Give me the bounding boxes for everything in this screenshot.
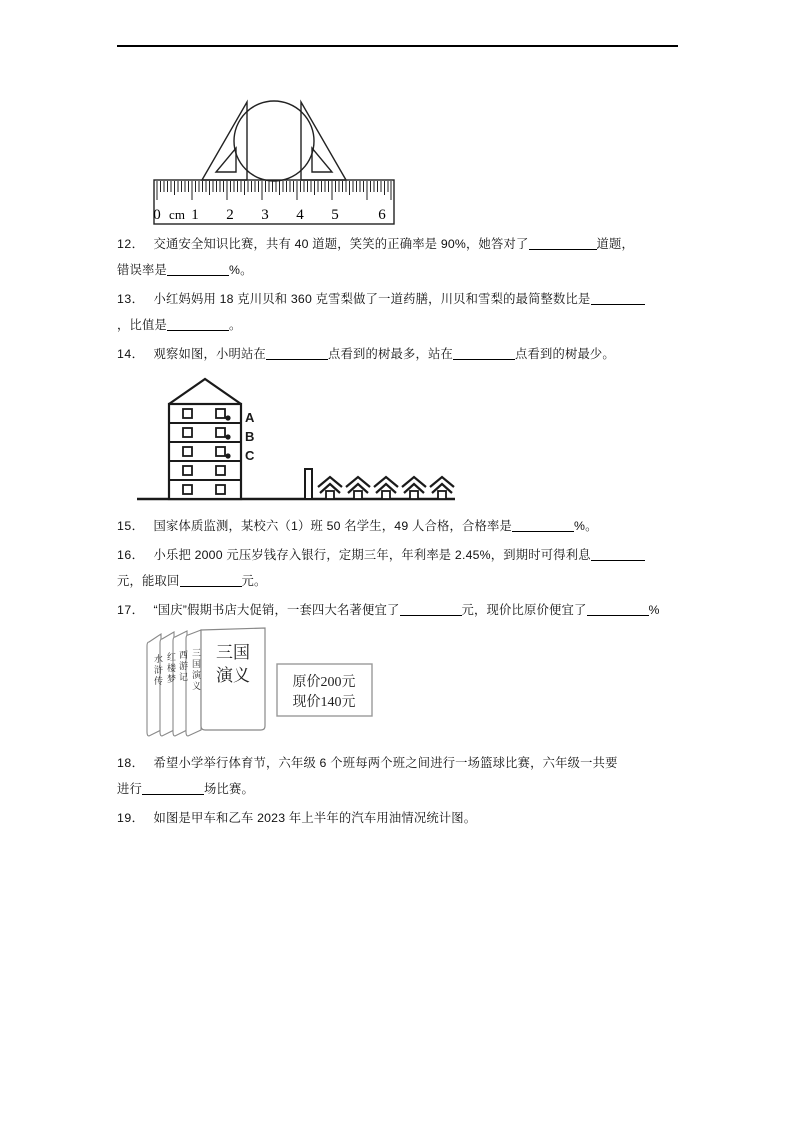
question-18-text-c: 场比赛。 bbox=[204, 782, 254, 796]
question-17-text-c: % bbox=[648, 603, 660, 617]
ruler-tick-6: 6 bbox=[378, 207, 386, 223]
viewpoint-label-b: B bbox=[245, 429, 255, 444]
question-14-text-c: 点看到的树最少。 bbox=[514, 347, 615, 361]
header-divider-line bbox=[117, 45, 678, 47]
question-16-text-b: 元，能取回 bbox=[117, 574, 180, 588]
ruler-tick-2: 2 bbox=[226, 207, 234, 223]
question-14-blank-1[interactable] bbox=[266, 359, 328, 360]
right-triangle-outer bbox=[301, 102, 346, 180]
question-13-number: 13． bbox=[117, 292, 145, 306]
question-12-number: 12． bbox=[117, 237, 145, 251]
question-18-text-b: 进行 bbox=[117, 782, 142, 796]
question-14-text-a: 观察如图，小明站在 bbox=[153, 347, 266, 361]
question-13-text-b: ，比值是 bbox=[117, 318, 167, 332]
question-17-blank-2[interactable] bbox=[587, 615, 649, 616]
svg-text:浒: 浒 bbox=[154, 665, 164, 675]
tree-5 bbox=[430, 477, 454, 499]
question-17-text-b: 元，现价比原价便宜了 bbox=[461, 603, 587, 617]
ruler-tick-0: 0 bbox=[153, 207, 161, 223]
question-16-blank-2[interactable] bbox=[180, 586, 242, 587]
cover-title-line-1: 三国 bbox=[216, 643, 250, 662]
question-17 bbox=[117, 597, 683, 623]
worksheet-content bbox=[117, 78, 683, 834]
tree-group bbox=[318, 477, 454, 499]
question-13-text-c: 。 bbox=[229, 318, 242, 332]
figure-building-and-trees bbox=[137, 371, 477, 511]
circle-shape bbox=[234, 101, 314, 181]
viewpoint-label-a: A bbox=[245, 410, 255, 425]
pole bbox=[305, 469, 312, 499]
question-14-blank-2[interactable] bbox=[453, 359, 515, 360]
ruler-tick-4: 4 bbox=[296, 207, 304, 223]
question-12-text-d: %。 bbox=[229, 263, 253, 277]
question-18-blank-1[interactable] bbox=[142, 794, 204, 795]
spine-label-4: 三 bbox=[192, 648, 202, 658]
question-19-number: 19． bbox=[117, 811, 145, 825]
question-15-number: 15． bbox=[117, 519, 145, 533]
question-15-text-a: 国家体质监测，某校六（1）班 50 名学生，49 人合格，合格率是 bbox=[153, 519, 512, 533]
question-15 bbox=[117, 513, 683, 539]
figure-ruler-triangles-circle bbox=[139, 80, 409, 225]
question-13-blank-2[interactable] bbox=[167, 330, 229, 331]
question-15-text-b: %。 bbox=[573, 519, 598, 533]
question-19 bbox=[117, 805, 683, 831]
current-price-label: 现价140元 bbox=[292, 695, 356, 710]
tree-4 bbox=[402, 477, 426, 499]
viewpoint-label-c: C bbox=[245, 448, 255, 463]
svg-text:传: 传 bbox=[154, 676, 164, 686]
svg-text:义: 义 bbox=[192, 681, 202, 691]
svg-text:国: 国 bbox=[192, 659, 202, 669]
question-18 bbox=[117, 750, 683, 802]
tree-3 bbox=[374, 477, 398, 499]
question-13 bbox=[117, 286, 683, 338]
question-16-text-c: 元。 bbox=[241, 574, 267, 588]
question-13-blank-1[interactable] bbox=[591, 304, 645, 305]
cover-title-line-2: 演义 bbox=[216, 666, 250, 685]
svg-text:记: 记 bbox=[179, 672, 189, 682]
question-14-number: 14． bbox=[117, 347, 145, 361]
spine-label-3: 西 bbox=[179, 650, 189, 660]
building-roof bbox=[169, 379, 241, 404]
ruler-ticks bbox=[157, 181, 391, 200]
question-12-text-c: 错误率是 bbox=[117, 263, 167, 277]
spine-label-2: 红 bbox=[167, 652, 177, 662]
tree-1 bbox=[318, 477, 342, 499]
question-14-text-b: 点看到的树最多，站在 bbox=[327, 347, 453, 361]
question-16-blank-1[interactable] bbox=[591, 560, 645, 561]
svg-text:梦: 梦 bbox=[167, 674, 177, 684]
question-13-text-a: 小红妈妈用 18 克川贝和 360 克雪梨做了一道药膳，川贝和雪梨的最简整数比是 bbox=[153, 292, 591, 306]
original-price-label: 原价200元 bbox=[292, 675, 356, 690]
svg-text:楼: 楼 bbox=[167, 663, 177, 673]
ruler-body bbox=[154, 180, 394, 224]
left-triangle-outer bbox=[202, 102, 247, 180]
question-16-number: 16． bbox=[117, 548, 145, 562]
question-12-text-a: 交通安全知识比赛，共有 40 道题，笑笑的正确率是 90%，她答对了 bbox=[153, 237, 529, 251]
question-17-blank-1[interactable] bbox=[400, 615, 462, 616]
spine-label-1: 水 bbox=[154, 654, 164, 664]
ruler-tick-1: 1 bbox=[191, 207, 199, 223]
question-12-blank-2[interactable] bbox=[167, 275, 229, 276]
question-12-text-b: 道题， bbox=[596, 237, 635, 251]
question-16-text-a: 小乐把 2000 元压岁钱存入银行，定期三年，年利率是 2.45%，到期时可得利息 bbox=[153, 548, 591, 562]
ruler-unit-label: cm bbox=[169, 207, 185, 222]
question-19-text-a: 如图是甲车和乙车 2023 年上半年的汽车用油情况统计图。 bbox=[153, 811, 477, 825]
question-16 bbox=[117, 542, 683, 594]
svg-text:演: 演 bbox=[192, 670, 202, 680]
ruler-tick-3: 3 bbox=[261, 207, 269, 223]
svg-text:游: 游 bbox=[179, 661, 189, 671]
tree-2 bbox=[346, 477, 370, 499]
question-12-blank-1[interactable] bbox=[529, 249, 597, 250]
question-17-text-a: “国庆”假期书店大促销，一套四大名著便宜了 bbox=[153, 603, 400, 617]
ruler-tick-5: 5 bbox=[331, 207, 339, 223]
figure-books-with-price bbox=[137, 626, 387, 746]
question-15-blank-1[interactable] bbox=[512, 531, 574, 532]
question-14 bbox=[117, 341, 683, 367]
question-12 bbox=[117, 231, 683, 283]
question-18-text-a: 希望小学举行体育节，六年级 6 个班每两个班之间进行一场篮球比赛，六年级一共要 bbox=[153, 756, 618, 770]
question-17-number: 17． bbox=[117, 603, 145, 617]
question-18-number: 18． bbox=[117, 756, 145, 770]
